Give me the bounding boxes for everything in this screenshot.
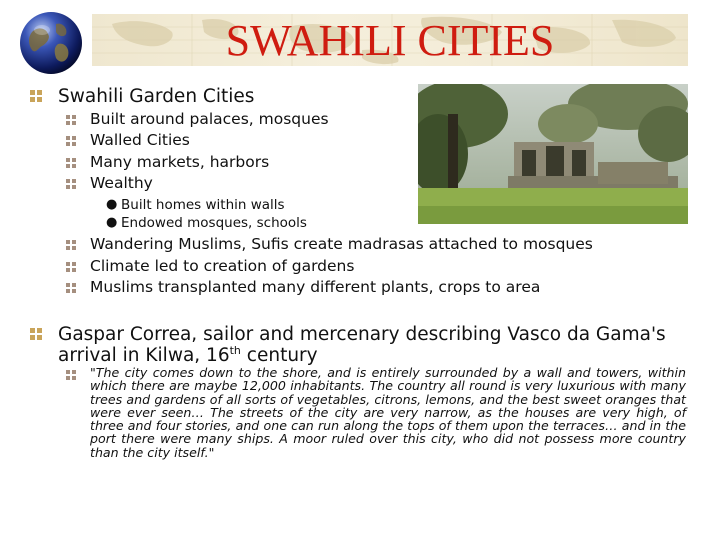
section-heading-garden-cities: [58, 86, 254, 107]
heading-line2-end: century: [240, 345, 318, 366]
list-item-text: Climate led to creation of gardens: [90, 257, 355, 275]
section-heading-gaspar-correa: [58, 324, 698, 366]
heading-superscript: th: [229, 343, 241, 357]
list-item: [90, 256, 354, 277]
title-banner: [92, 14, 688, 66]
sub-list-item-text: Endowed mosques, schools: [121, 215, 307, 231]
section-heading-line1: Gaspar Correa, sailor and mercenary describing Vasco da Gama's: [58, 324, 666, 345]
list-item-text: Wandering Muslims, Sufis create madrasas attached to mosques: [90, 235, 593, 253]
bullet-icon: [66, 240, 76, 250]
list-item: [90, 234, 593, 255]
list-item-text: Many markets, harbors: [90, 153, 270, 171]
list-item-text: Wealthy: [90, 174, 153, 192]
sub-list-item: [106, 214, 307, 232]
dot-bullet-icon: ●: [106, 215, 118, 230]
list-item-text: Muslims transplanted many different plants, crops to area: [90, 278, 541, 296]
quote-paragraph: [90, 366, 686, 459]
bullet-icon: [66, 158, 76, 168]
ruins-photo: [418, 84, 688, 224]
sub-list-item-text: Built homes within walls: [121, 197, 285, 213]
list-item-text: Built around palaces, mosques: [90, 110, 329, 128]
dot-bullet-icon: ●: [106, 197, 118, 212]
list-item-text: Walled Cities: [90, 131, 190, 149]
section-heading-text: Swahili Garden Cities: [58, 86, 255, 107]
bullet-icon: [66, 262, 76, 272]
bullet-icon: [66, 115, 76, 125]
bullet-icon: [66, 179, 76, 189]
globe-icon: [18, 10, 84, 76]
heading-line2-text: arrival in Kilwa, 16: [58, 345, 230, 366]
bullet-icon: [30, 90, 42, 102]
section-heading-line2: [58, 345, 698, 366]
list-item: [90, 130, 190, 151]
bullet-icon: [30, 328, 42, 340]
list-item: [90, 277, 540, 298]
slide-title: SWAHILI CITIES: [225, 16, 555, 65]
sub-list-item: [106, 196, 285, 214]
quote-text: "The city comes down to the shore, and is entirely surrounded by a wall and towers, within which there are maybe 12,000 inhabitants. The country all round is very luxurious with many trees and gardens of all sorts of vegetables, citrons, lemons, and the best sweet oranges that were ever seen… The streets of the city are very narrow, as the houses are very high, of three and four stories, and one can run along the tops of them upon the terraces… and in the port there were many ships. A moor ruled over this city, who did not possess more country than the city itself.": [90, 365, 686, 460]
list-item: [90, 173, 153, 194]
list-item: [90, 109, 329, 130]
bullet-icon: [66, 136, 76, 146]
bullet-icon: [66, 283, 76, 293]
bullet-icon: [66, 370, 76, 380]
list-item: [90, 152, 269, 173]
